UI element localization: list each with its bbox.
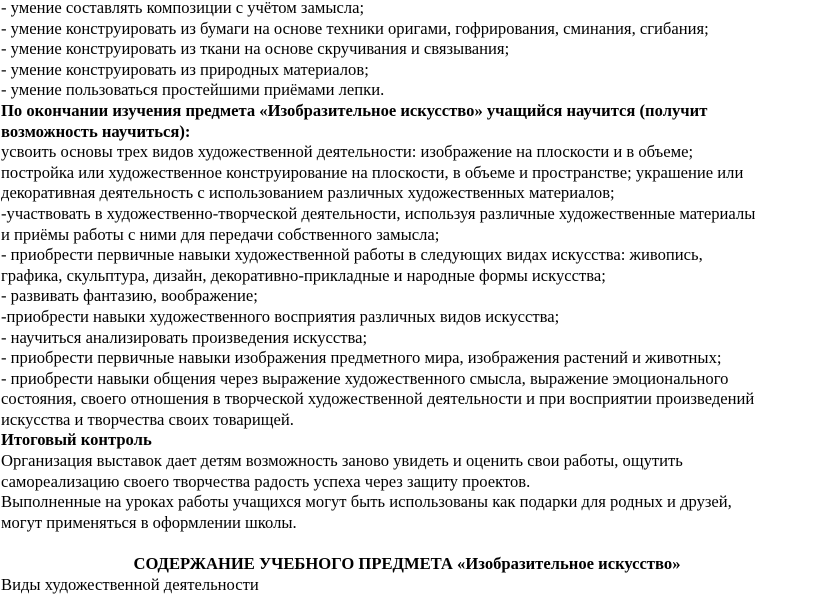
outcomes-heading-line: возможность научиться): (1, 121, 191, 141)
activity-types-line: Виды художественной деятельности (1, 574, 259, 594)
outcomes-line: - приобрести первичные навыки художественной работы в следующих видах искусства: живопись, (1, 245, 703, 265)
outcomes-line: и приёмы работы с ними для передачи собственного замысла; (1, 224, 440, 244)
skills-list-item: - умение пользоваться простейшими приёмами лепки. (1, 80, 385, 100)
content-heading: СОДЕРЖАНИЕ УЧЕБНОГО ПРЕДМЕТА «Изобразительное искусство» (133, 554, 681, 574)
outcomes-heading (1, 101, 813, 142)
skills-list-item: - умение составлять композиции с учётом замысла; (1, 0, 365, 17)
outcomes-list (1, 142, 813, 430)
outcomes-line: - приобрести первичные навыки изображения предметного мира, изображения растений и животных; (1, 348, 722, 368)
final-control-line: Организация выставок дает детям возможность заново увидеть и оценить свои работы, ощутить (1, 451, 683, 471)
skills-list-item: - умение конструировать из бумаги на основе техники оригами, гофрирования, сминания, сгибания; (1, 18, 709, 38)
outcomes-line: графика, скульптура, дизайн, декоративно-прикладные и народные формы искусства; (1, 265, 606, 285)
outcomes-heading-line: По окончании изучения предмета «Изобразительное искусство» учащийся научится (получит (1, 100, 708, 120)
skills-list-item: - умение конструировать из природных материалов; (1, 59, 369, 79)
skills-list-item: - умение конструировать из ткани на основе скручивания и связывания; (1, 39, 510, 59)
outcomes-line: - приобрести навыки общения через выражение художественного смысла, выражение эмоционального (1, 368, 729, 388)
skills-list (1, 0, 813, 101)
final-control-heading: Итоговый контроль (1, 430, 152, 450)
outcomes-line: усвоить основы трех видов художественной деятельности: изображение на плоскости и в объеме; (1, 142, 694, 162)
paragraph-spacer (1, 533, 813, 554)
outcomes-line: -участвовать в художественно-творческой деятельности, используя различные художественные материалы (1, 203, 756, 223)
final-control-line: Выполненные на уроках работы учащихся могут быть использованы как подарки для родных и друзей, (1, 492, 732, 512)
final-control-line: самореализацию своего творчества радость успеха через защиту проектов. (1, 471, 531, 491)
outcomes-line: состояния, своего отношения в творческой художественной деятельности и при восприятии произведений (1, 389, 755, 409)
outcomes-line: -приобрести навыки художественного восприятия различных видов искусства; (1, 306, 560, 326)
outcomes-line: искусства и творчества своих товарищей. (1, 409, 294, 429)
outcomes-line: декоративная деятельность с использованием различных художественных материалов; (1, 183, 615, 203)
final-control-line: могут применяться в оформлении школы. (1, 512, 297, 532)
outcomes-line: постройка или художественное конструирование на плоскости, в объеме и пространстве; украшение или (1, 162, 744, 182)
outcomes-line: - развивать фантазию, воображение; (1, 286, 258, 306)
outcomes-line: - научиться анализировать произведения искусства; (1, 327, 368, 347)
final-control-text (1, 451, 813, 533)
document-page (1, 0, 813, 595)
